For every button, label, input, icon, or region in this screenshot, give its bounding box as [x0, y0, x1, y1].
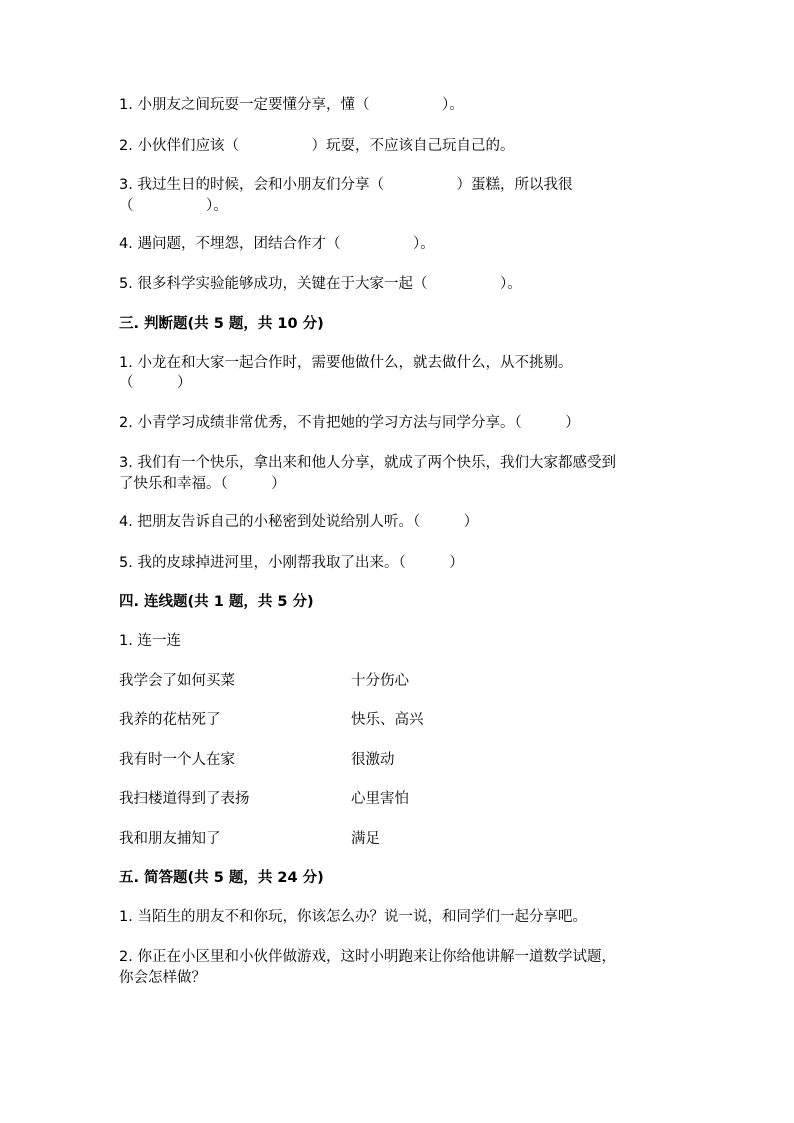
short-answer-question-2-line-2: 你会怎样做？ — [119, 970, 206, 986]
fill-question-4: 4. 遇问题，不埋怨，团结合作才（ ）。 — [119, 236, 435, 252]
judge-question-3-line-1: 3. 我们有一个快乐，拿出来和他人分享，就成了两个快乐，我们大家都感受到 — [119, 455, 616, 471]
match-left-item: 我扫楼道得到了表扬 — [119, 791, 250, 807]
match-right-item: 快乐、高兴 — [351, 712, 424, 728]
section-3-title: 三. 判断题(共 5 题，共 10 分) — [119, 316, 324, 332]
match-right-item: 满足 — [351, 831, 380, 847]
fill-question-3-line-2: （ ）。 — [119, 198, 228, 214]
fill-question-5: 5. 很多科学实验能够成功，关键在于大家一起（ ）。 — [119, 276, 522, 292]
fill-question-2: 2. 小伙伴们应该（ ）玩耍，不应该自己玩自己的。 — [119, 138, 515, 154]
short-answer-question-1: 1. 当陌生的朋友不和你玩，你该怎么办？说一说，和同学们一起分享吧。 — [119, 909, 587, 925]
fill-question-3-line-1: 3. 我过生日的时候，会和小朋友们分享（ ）蛋糕，所以我很 — [119, 177, 573, 193]
judge-question-2: 2. 小青学习成绩非常优秀，不肯把她的学习方法与同学分享。（ ） — [119, 415, 580, 431]
match-left-item: 我学会了如何买菜 — [119, 673, 235, 689]
match-right-item: 十分伤心 — [351, 673, 409, 689]
judge-question-4: 4. 把朋友告诉自己的小秘密到处说给别人听。（ ） — [119, 514, 479, 530]
judge-question-1-line-1: 1. 小龙在和大家一起合作时，需要他做什么，就去做什么，从不挑剔。 — [119, 355, 573, 371]
match-right-item: 心里害怕 — [351, 791, 409, 807]
match-right-item: 很激动 — [351, 752, 395, 768]
fill-question-1: 1. 小朋友之间玩耍一定要懂分享，懂（ ）。 — [119, 97, 464, 113]
judge-question-5: 5. 我的皮球掉进河里，小刚帮我取了出来。（ ） — [119, 555, 464, 571]
match-left-item: 我有时一个人在家 — [119, 752, 235, 768]
judge-question-1-line-2: （ ） — [119, 375, 192, 391]
match-left-item: 我和朋友捕知了 — [119, 831, 221, 847]
section-4-title: 四. 连线题(共 1 题，共 5 分) — [119, 594, 314, 610]
judge-question-3-line-2: 了快乐和幸福。（ ） — [119, 476, 286, 492]
short-answer-question-2-line-1: 2. 你正在小区里和小伙伴做游戏，这时小明跑来让你给他讲解一道数学试题， — [119, 949, 616, 965]
match-left-item: 我养的花枯死了 — [119, 712, 221, 728]
section-5-title: 五. 简答题(共 5 题，共 24 分) — [119, 870, 324, 886]
match-question-1: 1. 连一连 — [119, 633, 181, 649]
